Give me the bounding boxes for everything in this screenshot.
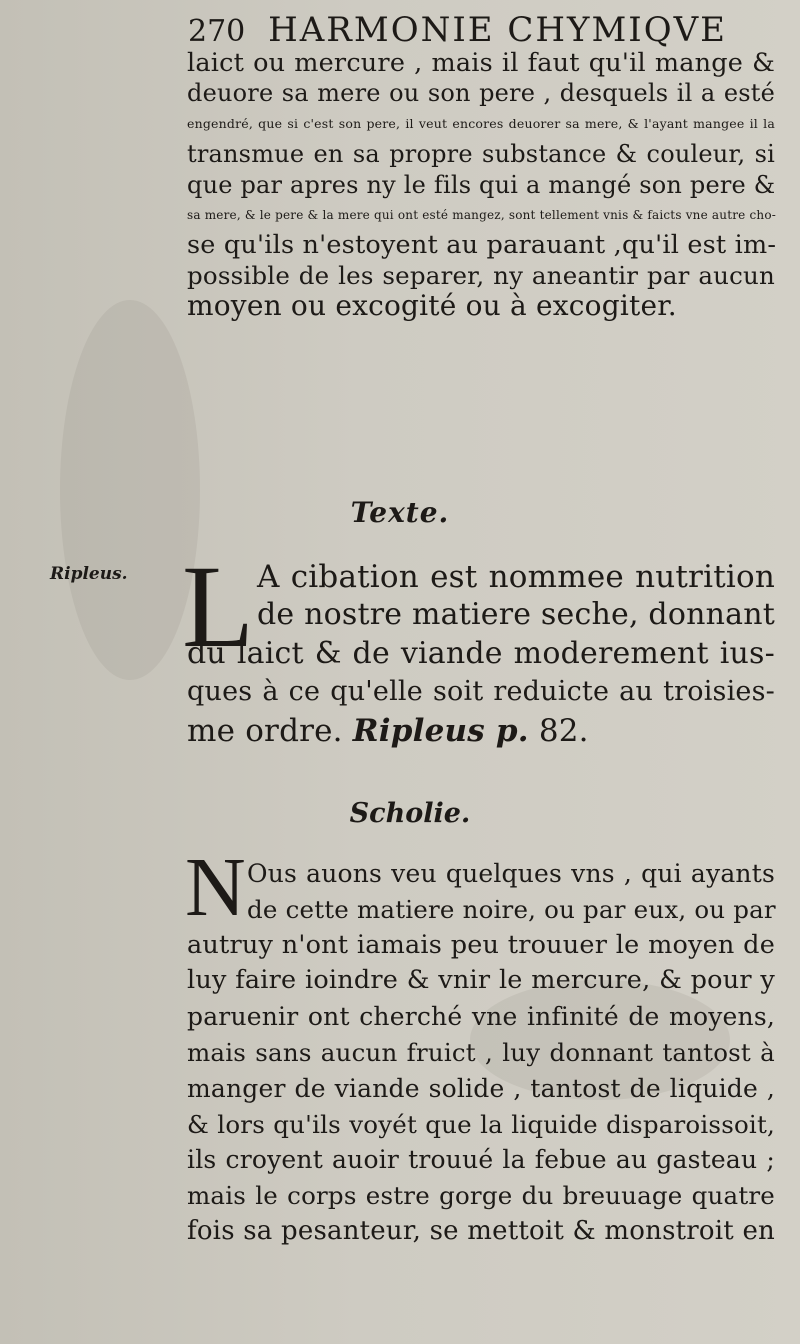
text-line: fois sa pesanteur, se mettoit & monstroit en [187, 1215, 775, 1246]
paper-stain [60, 300, 200, 680]
text-line: moyen ou excogité ou à excogiter. [187, 289, 677, 323]
text-line: sa mere, & le pere & la mere qui ont esté mangez, sont tellement vnis & faicts vne autre cho- [187, 208, 777, 223]
text-line: de cette matiere noire, ou par eux, ou par [247, 894, 776, 924]
running-title: HARMONIE CHYMIQVE [268, 10, 727, 50]
citation-reference: Ripleus p. [352, 712, 529, 749]
text-line: mais le corps estre gorge du breuuage quatre [187, 1181, 775, 1211]
text-fragment: me ordre. [187, 712, 353, 749]
text-line: mais sans aucun fruict , luy donnant tantost à [187, 1037, 775, 1067]
text-line: laict ou mercure , mais il faut qu'il mange & [187, 48, 775, 78]
paragraph-texte [187, 558, 775, 750]
text-line: Ous auons veu quelques vns , qui ayants [247, 859, 775, 888]
text-line: paruenir ont cherché vne infinité de moyens, [187, 1002, 775, 1032]
text-line: que par apres ny le fils qui a mangé son pere & [187, 170, 776, 199]
text-line: luy faire ioindre & vnir le mercure, & pour y [187, 965, 775, 996]
page-number: 270 [188, 14, 246, 49]
paragraph-scholie [187, 856, 775, 1250]
section-heading-texte: Texte. [350, 496, 450, 529]
text-line-last [187, 712, 775, 750]
text-line: manger de viande solide , tantost de liquide , [187, 1073, 775, 1103]
running-header [188, 10, 773, 50]
drop-cap: L [182, 541, 255, 672]
text-line: possible de les separer, ny aneantir par aucun [187, 260, 775, 290]
text-line: transmue en sa propre substance & couleur, si [187, 140, 775, 169]
text-line: deuore sa mere ou son pere , desquels il a esté [187, 79, 775, 108]
text-line: autruy n'ont iamais peu trouuer le moyen de [187, 929, 775, 960]
text-line: ils croyent auoir trouué la febue au gasteau ; [187, 1145, 775, 1175]
text-line: du laict & de viande moderement ius- [187, 635, 775, 671]
section-heading-scholie: Scholie. [349, 798, 471, 829]
text-line: & lors qu'ils voyét que la liquide disparoissoit, [187, 1109, 775, 1139]
margin-note: Ripleus. [50, 564, 128, 584]
text-line: A cibation est nommee nutrition [257, 559, 775, 595]
paragraph-continuation [187, 48, 775, 322]
text-line: se qu'ils n'estoyent au parauant ,qu'il est im- [187, 230, 777, 261]
drop-cap: N [185, 841, 246, 934]
text-line: engendré, que si c'est son pere, il veut encores deuorer sa mere, & l'ayant mangee il la [187, 115, 775, 131]
text-line: de nostre matiere seche, donnant [257, 597, 775, 633]
citation-page: 82. [528, 712, 589, 749]
text-line: ques à ce qu'elle soit reduicte au troisies- [187, 676, 775, 708]
